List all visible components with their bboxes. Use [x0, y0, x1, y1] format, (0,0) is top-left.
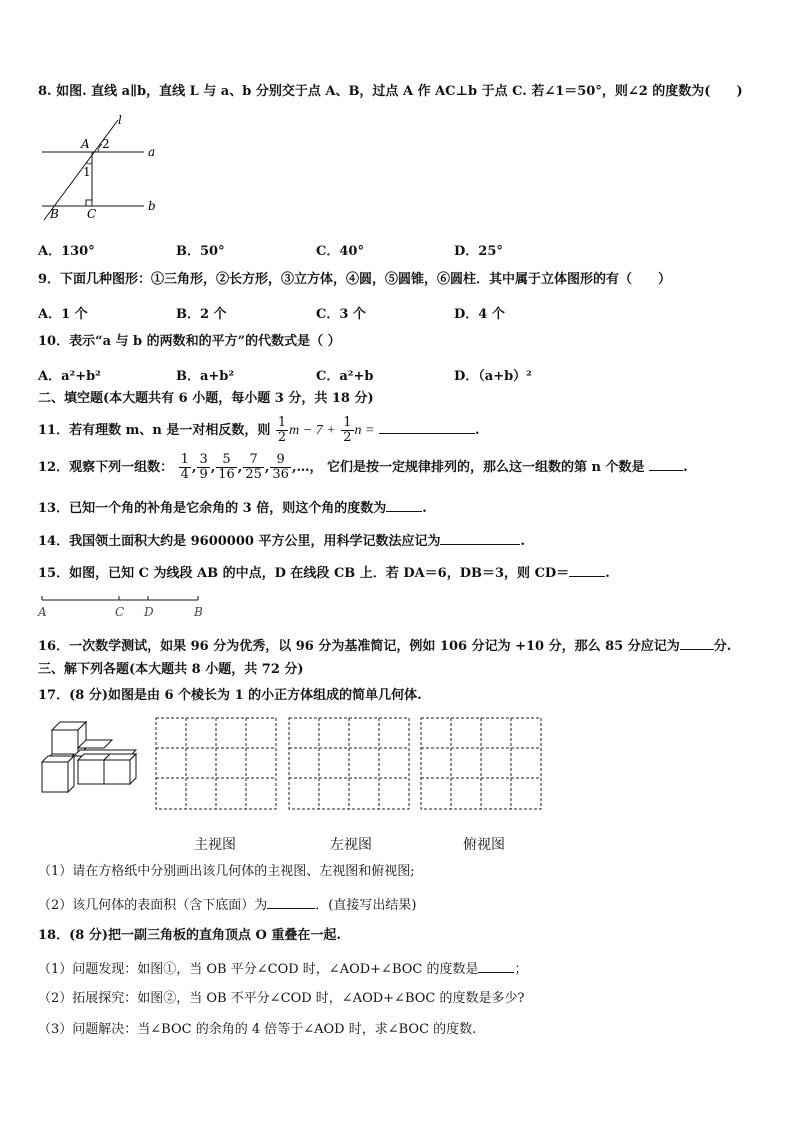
q17-cube-solid-figure	[38, 718, 144, 798]
q8-label-A: A	[81, 137, 90, 151]
q9-option-c[interactable]: C．3 个	[316, 307, 366, 322]
q12-end: .	[683, 460, 688, 475]
q16-end: 分.	[713, 639, 732, 654]
q15-text: 15．如图，已知 C 为线段 AB 的中点，D 在线段 CB 上．若 DA＝6，DB＝3，则 CD＝	[38, 566, 570, 581]
q14-answer-blank[interactable]	[440, 532, 520, 545]
q17-sub2-end: ．(直接写出结果)	[315, 898, 417, 913]
caption-front-view: 主视图	[194, 837, 236, 853]
question-11	[38, 416, 480, 446]
q12-suffix: 它们是按一定规律排列的，那么这一组数的第 n 个数是	[327, 460, 645, 475]
question-18-text: 18．(8 分)把一副三角板的直角顶点 O 重叠在一起.	[38, 928, 341, 943]
question-8-text: 8. 如图. 直线 a∥b，直线 L 与 a、b 分别交于点 A、B，过点 A 作 AC⊥b 于点 C. 若∠1＝50°，则∠2 的度数为( )	[38, 84, 743, 99]
q17-sub2	[38, 896, 416, 914]
q10-option-a[interactable]: A．a²+b²	[38, 369, 101, 384]
q11-suffix: n =	[354, 423, 375, 438]
q13-text: 13．已知一个角的补角是它余角的 3 倍，则这个角的度数为	[38, 501, 387, 516]
caption-top-view: 俯视图	[463, 837, 505, 853]
q11-fraction-1: $\frac{1}{2}$	[277, 415, 287, 445]
q13-answer-blank[interactable]	[386, 499, 422, 512]
q8-option-b[interactable]: B．50°	[176, 244, 225, 259]
q12-fraction-3: $\frac{5}{16}$	[218, 452, 235, 482]
q9-option-a[interactable]: A．1 个	[38, 307, 88, 322]
q8-label-b: b	[148, 199, 156, 213]
question-17-text: 17．(8 分)如图是由 6 个棱长为 1 的小正方体组成的简单几何体.	[38, 688, 422, 703]
q10-option-c[interactable]: C．a²+b	[316, 369, 374, 384]
q9-option-b[interactable]: B．2 个	[176, 307, 227, 322]
q12-fraction-5: $\frac{9}{36}$	[272, 452, 289, 482]
question-15	[38, 564, 610, 582]
section-2-heading: 二、填空题(本大题共有 6 小题，每小题 3 分，共 18 分)	[38, 391, 374, 406]
caption-left-view: 左视图	[330, 837, 372, 853]
q18-sub1-end: ；	[514, 962, 528, 977]
q8-label-l: l	[118, 113, 122, 127]
q8-label-C: C	[87, 207, 97, 221]
q11-end: .	[474, 423, 480, 438]
q11-mid: m − 7 +	[289, 423, 336, 438]
question-9-text: 9．下面几种图形：①三角形，②长方形，③立方体，④圆，⑤圆锥，⑥圆柱．其中属于立体图形的有（ ）	[38, 272, 672, 287]
q12-ellipsis: ,…，	[291, 460, 323, 475]
q10-option-d[interactable]: D．（a+b）²	[454, 369, 532, 384]
q8-parallel-lines-figure	[36, 112, 166, 224]
q8-label-1: 1	[83, 165, 91, 179]
q16-text: 16．一次数学测试，如果 96 分为优秀，以 96 分为基准简记，例如 106 分记为 +10 分，那么 85 分应记为	[38, 639, 680, 654]
q14-end: .	[520, 534, 525, 549]
q17-surface-area-blank[interactable]	[267, 896, 315, 909]
q15-label-C: C	[115, 605, 125, 619]
q18-sub2: （2）拓展探究：如图②，当 OB 不平分∠COD 时，∠AOD+∠BOC 的度数是多少?	[38, 991, 525, 1006]
q8-option-a[interactable]: A．130°	[38, 244, 95, 259]
q8-label-a: a	[148, 145, 156, 159]
q18-sub1-text: （1）问题发现：如图①，当 OB 平分∠COD 时，∠AOD+∠BOC 的度数是	[38, 962, 479, 977]
question-12: 12．观察下列一组数： $\frac{1}{4}$ , $\frac{3}{9}$ , $\frac{5}{16}$ , $\frac{7}{25}$ , $\frac{9}{36}$ ,…， 它们是按一定规律排列的，那么这一组数的第 n 个数是 .	[38, 452, 688, 482]
q11-prefix: 11．若有理数 m、n 是一对相反数，则	[38, 423, 271, 438]
q8-label-2: 2	[102, 137, 110, 151]
question-10-text: 10．表示“a 与 b 的两数和的平方”的代数式是（ ）	[38, 334, 341, 349]
q15-answer-blank[interactable]	[569, 564, 605, 577]
question-13	[38, 499, 427, 517]
q15-label-A: A	[38, 605, 47, 619]
q8-option-d[interactable]: D．25°	[454, 244, 503, 259]
q15-line-segment-figure	[36, 592, 216, 622]
q17-sub2-text: （2）该几何体的表面积（含下底面）为	[38, 898, 268, 913]
q12-fraction-4: $\frac{7}{25}$	[245, 452, 262, 482]
q8-label-B: B	[50, 207, 59, 221]
q11-answer-blank[interactable]	[379, 421, 475, 434]
q15-label-B: B	[194, 605, 203, 619]
q15-end: .	[605, 566, 610, 581]
grid-front-view[interactable]	[155, 717, 279, 811]
question-14	[38, 532, 525, 550]
q12-fraction-2: $\frac{3}{9}$	[199, 452, 208, 482]
q18-sub1	[38, 960, 528, 978]
grid-top-view[interactable]	[420, 717, 544, 811]
q18-sub3: （3）问题解决：当∠BOC 的余角的 4 倍等于∠AOD 时，求∠BOC 的度数.	[38, 1022, 477, 1037]
q12-prefix: 12．观察下列一组数：	[38, 460, 174, 475]
section-3-heading: 三、解下列各题(本大题共 8 小题，共 72 分)	[38, 662, 304, 677]
q9-option-d[interactable]: D．4 个	[454, 307, 505, 322]
q15-label-D: D	[144, 605, 154, 619]
q12-fraction-1: $\frac{1}{4}$	[180, 452, 189, 482]
q18-answer-blank[interactable]	[478, 960, 514, 973]
q12-answer-blank[interactable]	[649, 458, 683, 471]
q16-answer-blank[interactable]	[680, 637, 714, 650]
q13-end: .	[422, 501, 427, 516]
q10-option-b[interactable]: B．a+b²	[176, 369, 235, 384]
q11-fraction-2: $\frac{1}{2}$	[343, 415, 352, 445]
q17-sub1: （1）请在方格纸中分别画出该几何体的主视图、左视图和俯视图;	[38, 864, 415, 879]
grid-left-view[interactable]	[288, 717, 412, 811]
q14-text: 14．我国领土面积大约是 9600000 平方公里，用科学记数法应记为	[38, 534, 441, 549]
question-16	[38, 637, 731, 655]
q8-option-c[interactable]: C．40°	[316, 244, 364, 259]
